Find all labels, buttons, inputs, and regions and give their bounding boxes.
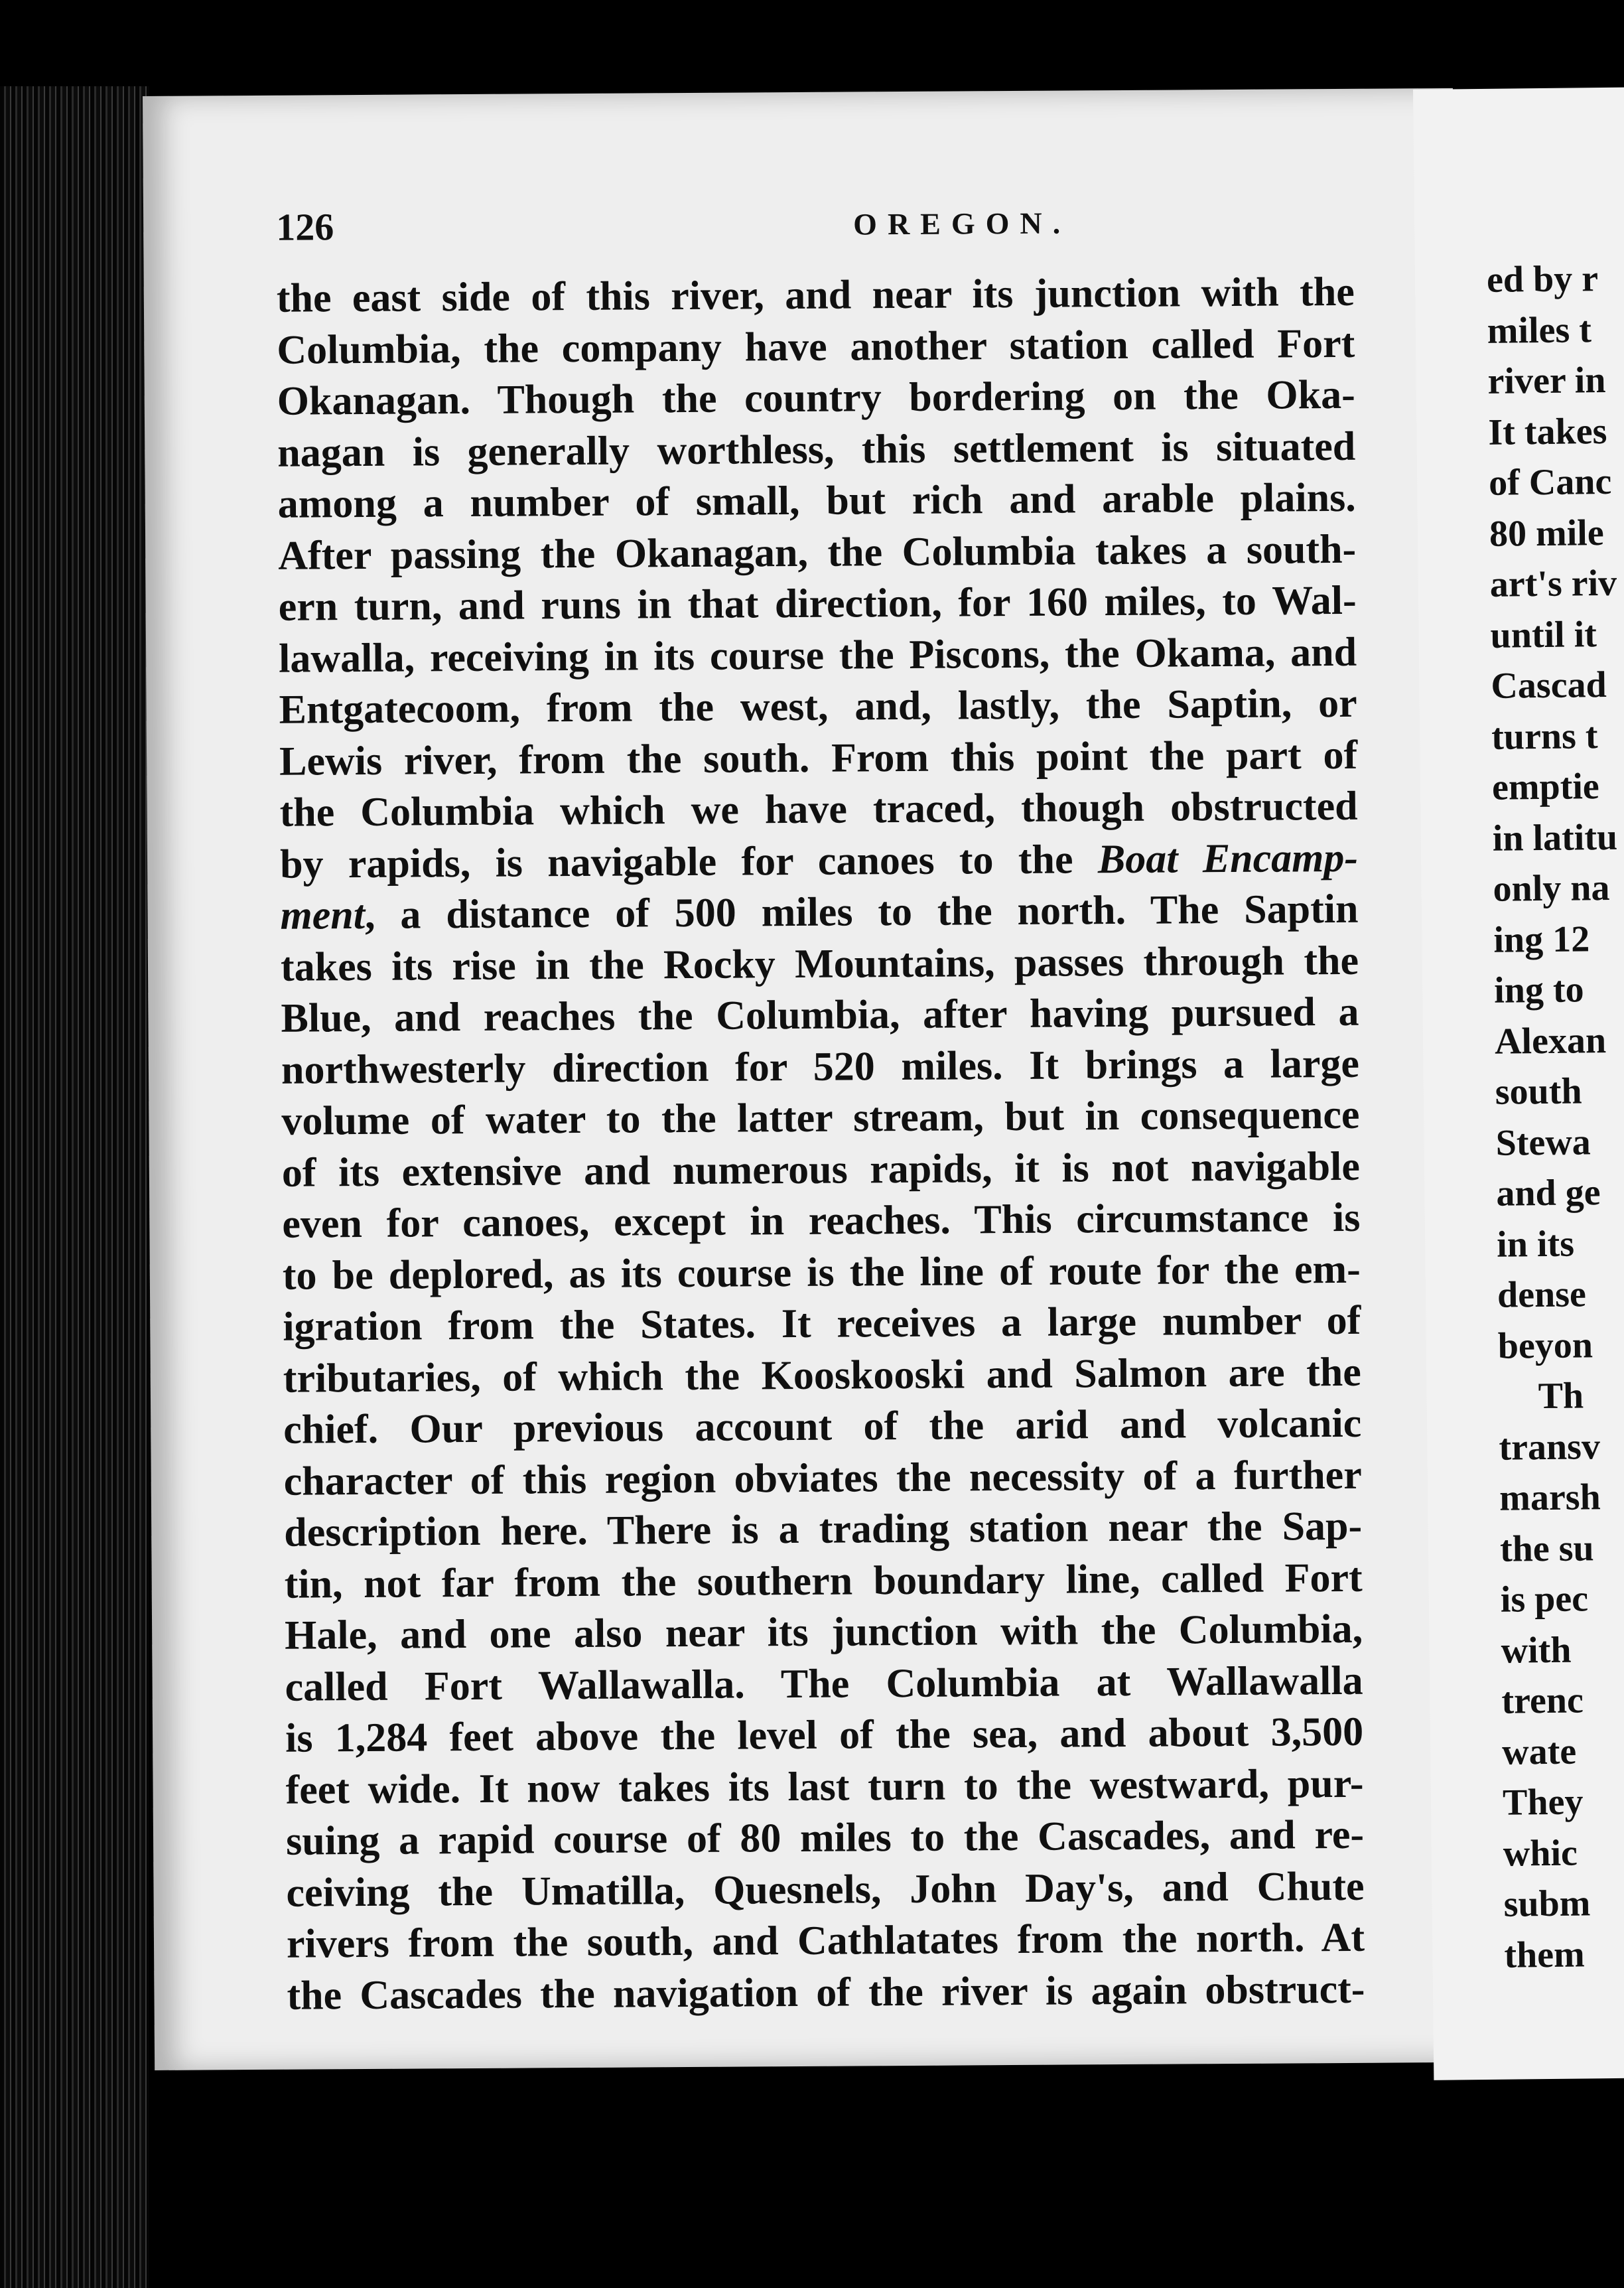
text-line: ern turn, and runs in that direction, for 160 miles, to Wal- (278, 577, 1357, 630)
facing-page-line: with (1501, 1629, 1572, 1672)
facing-page-line: Th (1538, 1375, 1584, 1417)
text-line: character of this region obviates the necessity of a further (283, 1452, 1362, 1504)
facing-page-line: subm (1503, 1883, 1591, 1925)
book-binding (0, 86, 149, 2288)
facing-page-line: ed by r (1486, 258, 1599, 301)
facing-page-line: trenc (1501, 1680, 1584, 1722)
text-line: Entgatecoom, from the west, and, lastly, the Saptin, or (279, 680, 1357, 733)
text-line: Blue, and reaches the Columbia, after having pursued a (281, 989, 1359, 1041)
facing-page-line: in latitu (1492, 816, 1618, 859)
text-line: the east side of this river, and near its junction with the (276, 269, 1355, 321)
facing-page-line: whic (1503, 1832, 1578, 1875)
text-line: takes its rise in the Rocky Mountains, passes through the (280, 938, 1359, 990)
text-line: nagan is generally worthless, this settlement is situated (277, 423, 1356, 476)
text-line: by rapids, is navigable for canoes to the Boat Encamp- (279, 835, 1359, 887)
facing-page-line: river in (1487, 359, 1606, 402)
text-line: feet wide. It now takes its last turn to the westward, pur- (285, 1760, 1364, 1813)
text-line: even for canoes, except in reaches. This circumstance is (282, 1194, 1361, 1247)
facing-page (1413, 88, 1624, 2080)
text-line: volume of water to the latter stream, but in consequence (281, 1092, 1360, 1144)
text-line: After passing the Okanagan, the Columbia takes a south- (278, 526, 1357, 579)
facing-page-line: emptie (1491, 766, 1600, 808)
facing-page-line: art's riv (1489, 562, 1617, 605)
facing-page-text (1487, 252, 1624, 1981)
text-line: called Fort Wallawalla. The Columbia at Wallawalla (285, 1658, 1363, 1710)
text-line: is 1,284 feet above the level of the sea, and about 3,500 (285, 1709, 1364, 1761)
facing-page-line: miles t (1487, 309, 1592, 352)
facing-page-line: south (1495, 1070, 1582, 1113)
text-line: the Cascades the navigation of the river is again obstruct- (287, 1966, 1365, 2019)
text-line: suing a rapid course of 80 miles to the Cascades, and re- (285, 1812, 1365, 1864)
facing-page-line: Alexan (1494, 1019, 1607, 1062)
page-header (276, 198, 1318, 258)
facing-page-line: is pec (1500, 1578, 1589, 1620)
text-line: to be deplored, as its course is the line of route for the em- (282, 1246, 1361, 1299)
text-line: igration from the States. It receives a large number of (283, 1297, 1361, 1350)
body-text (277, 267, 1365, 2022)
facing-page-line: marsh (1499, 1476, 1601, 1519)
text-line: the Columbia which we have traced, though obstructed (279, 783, 1358, 835)
facing-page-line: and ge (1496, 1172, 1601, 1214)
text-line: among a number of small, but rich and arable plains. (277, 474, 1356, 527)
facing-page-line: turns t (1491, 715, 1598, 758)
facing-page-line: ing 12 (1493, 918, 1590, 961)
facing-page-line: Cascad (1491, 664, 1607, 707)
facing-page-line: They (1502, 1781, 1584, 1823)
facing-page-line: dense (1497, 1273, 1587, 1316)
facing-page-line: of Canc (1488, 461, 1612, 504)
text-line: northwesterly direction for 520 miles. It brings a large (281, 1040, 1360, 1093)
facing-page-line: ing to (1493, 969, 1584, 1011)
text-line: lawalla, receiving in its course the Piscons, the Okama, and (278, 629, 1357, 681)
facing-page-line: only na (1493, 867, 1610, 910)
facing-page-line: until it (1490, 613, 1597, 656)
facing-page-line: 80 mile (1489, 512, 1604, 555)
text-line: description here. There is a trading station near the Sap- (284, 1503, 1363, 1555)
running-head: OREGON. (853, 206, 1071, 242)
text-line: Lewis river, from the south. From this point the part of (279, 732, 1358, 784)
text-line: of its extensive and numerous rapids, it is not navigable (281, 1143, 1361, 1196)
facing-page-line: them (1504, 1933, 1586, 1976)
text-line: rivers from the south, and Cathlatates from the north. At (286, 1914, 1365, 1967)
facing-page-line: wate (1501, 1731, 1577, 1773)
text-line: tin, not far from the southern boundary line, called Fort (284, 1555, 1363, 1607)
facing-page-line: the su (1499, 1527, 1594, 1570)
facing-page-line: beyon (1497, 1324, 1593, 1367)
book-page (143, 88, 1465, 2070)
text-line: Hale, and one also near its junction with the Columbia, (284, 1606, 1363, 1658)
facing-page-line: Stewa (1495, 1121, 1591, 1164)
text-line: tributaries, of which the Kooskooski and Salmon are the (283, 1349, 1361, 1401)
text-line: chief. Our previous account of the arid and volcanic (283, 1400, 1362, 1453)
text-line: ment, a distance of 500 miles to the north. The Saptin (280, 886, 1359, 938)
text-line: Okanagan. Though the country bordering on the Oka- (277, 372, 1355, 424)
facing-page-line: transv (1499, 1425, 1601, 1468)
facing-page-line: in its (1496, 1223, 1575, 1265)
text-line: Columbia, the company have another station called Fort (277, 321, 1355, 373)
text-line: ceiving the Umatilla, Quesnels, John Day's, and Chute (286, 1863, 1365, 1916)
facing-page-line: It takes (1488, 410, 1607, 453)
page-number: 126 (276, 205, 334, 249)
